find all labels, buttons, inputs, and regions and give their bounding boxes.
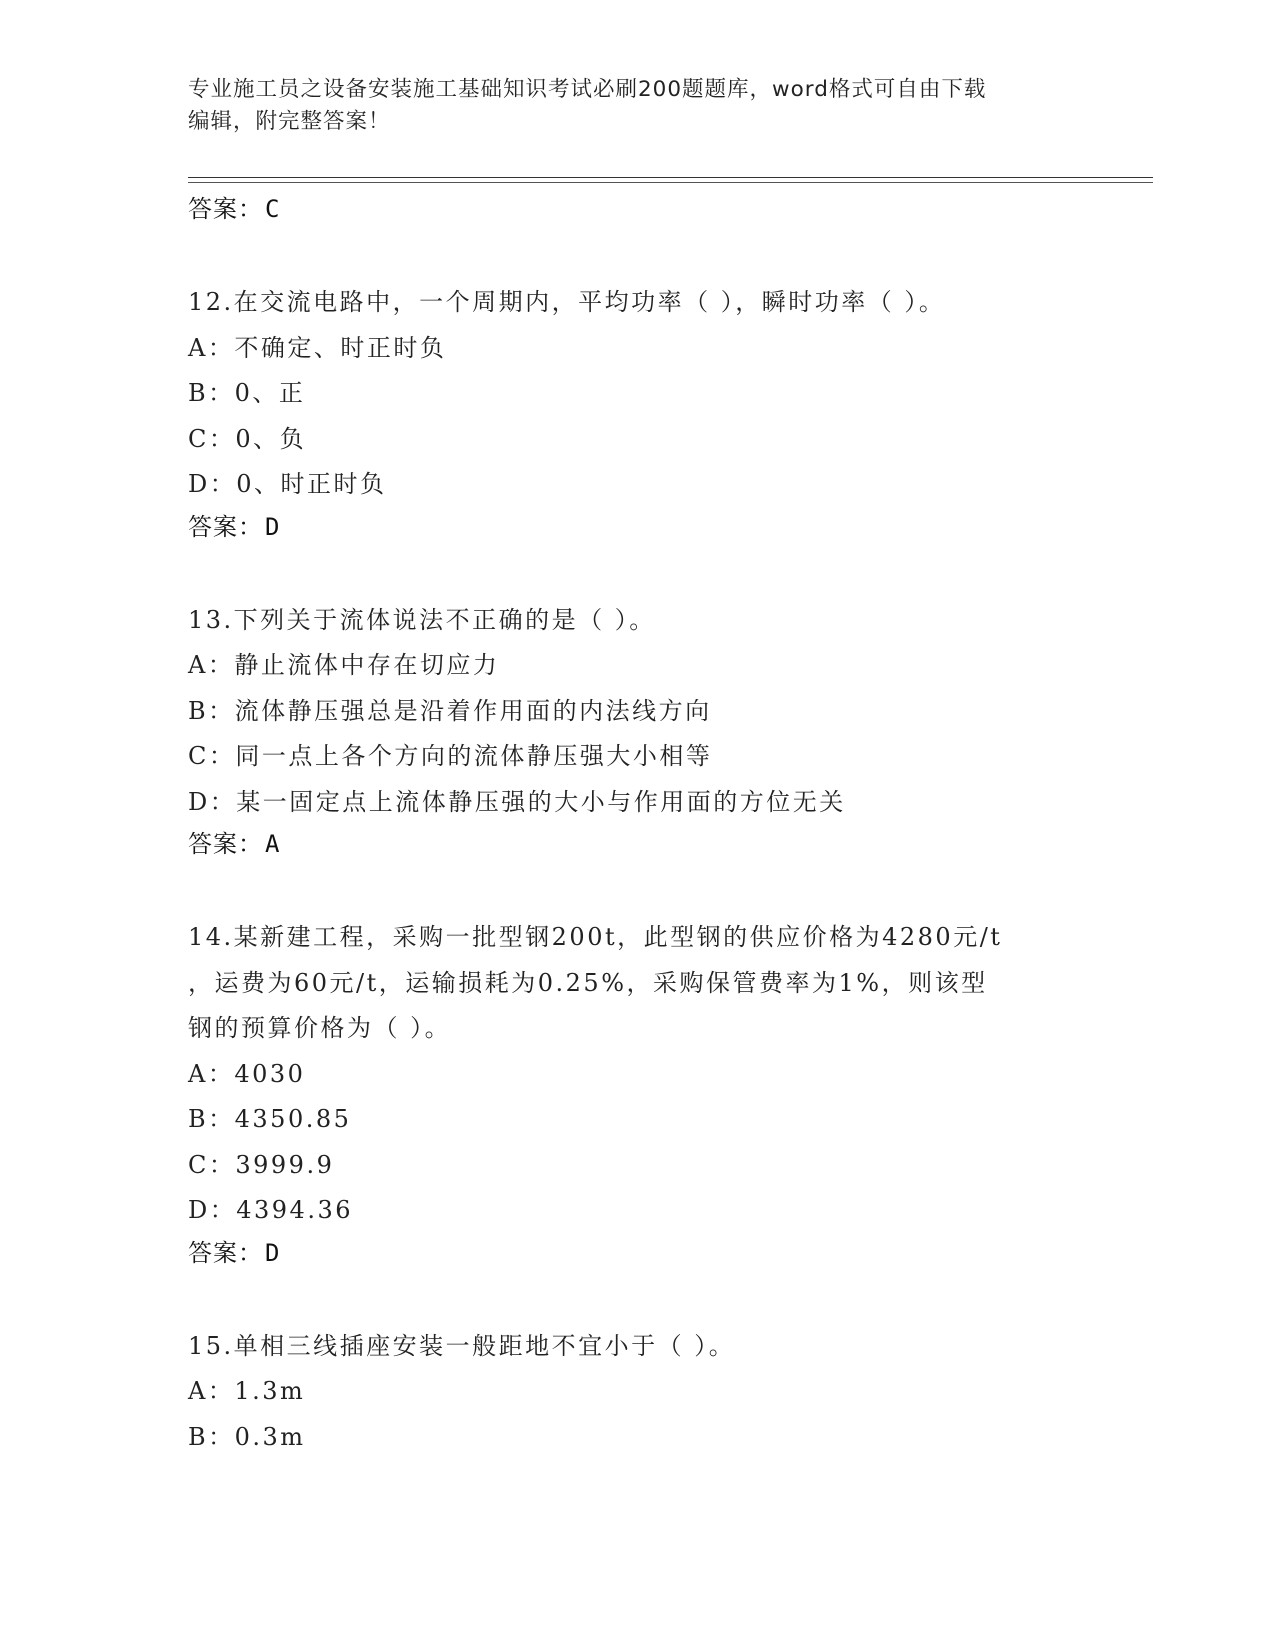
option-d: D：某一固定点上流体静压强的大小与作用面的方位无关	[188, 787, 846, 816]
question-stem-line-3: 钢的预算价格为（ ）。	[188, 1014, 452, 1042]
option-d: D：4394.36	[188, 1196, 353, 1224]
question-stem-line-2: ，运费为60元/t，运输损耗为0.25%，采购保管费率为1%，则该型	[188, 968, 988, 997]
question-12	[188, 280, 1148, 554]
option-c: C：0、负	[188, 424, 307, 453]
answer-label: 答案：	[188, 1238, 263, 1267]
answer-value: A	[265, 830, 281, 858]
answer-value: D	[265, 1238, 281, 1267]
option-d: D：0、时正时负	[188, 470, 387, 498]
option-a: A：不确定、时正时负	[188, 333, 447, 362]
option-b: B：4350.85	[188, 1105, 352, 1133]
spacer	[188, 1280, 1148, 1324]
answer-value: C	[265, 195, 281, 223]
option-b: B：流体静压强总是沿着作用面的内法线方向	[188, 696, 712, 725]
previous-answer	[188, 190, 1148, 236]
question-stem: 15.单相三线插座安装一般距地不宜小于（ ）。	[188, 1331, 736, 1360]
question-stem: 13.下列关于流体说法不正确的是（ ）。	[188, 605, 656, 634]
header-divider-thick	[188, 177, 1153, 178]
question-13	[188, 598, 1148, 872]
question-answer	[188, 825, 1148, 871]
question-answer	[188, 1234, 1148, 1280]
question-list	[188, 190, 1148, 1460]
question-15	[188, 1324, 1148, 1461]
answer-label: 答案：	[188, 195, 263, 223]
question-stem-line-1: 14.某新建工程，采购一批型钢200t，此型钢的供应价格为4280元/t	[188, 923, 1003, 951]
header-line-2: 编辑，附完整答案！	[188, 109, 391, 134]
question-stem: 12.在交流电路中，一个周期内，平均功率（ ），瞬时功率（ ）。	[188, 288, 946, 316]
question-14	[188, 915, 1148, 1280]
document-header	[188, 74, 1068, 138]
answer-label: 答案：	[188, 830, 263, 858]
option-a: A：1.3m	[188, 1377, 306, 1405]
option-a: A：静止流体中存在切应力	[188, 651, 500, 679]
option-b: B：0、正	[188, 379, 306, 407]
spacer	[188, 554, 1148, 598]
option-b: B：0.3m	[188, 1422, 306, 1451]
header-divider-thin	[188, 182, 1153, 183]
option-a: A：4030	[188, 1059, 306, 1088]
question-answer	[188, 508, 1148, 554]
answer-value: D	[265, 512, 281, 541]
answer-label: 答案：	[188, 512, 263, 541]
option-c: C：同一点上各个方向的流体静压强大小相等	[188, 742, 713, 770]
spacer	[188, 871, 1148, 915]
option-c: C：3999.9	[188, 1150, 335, 1179]
spacer	[188, 236, 1148, 280]
header-line-1: 专业施工员之设备安装施工基础知识考试必刷200题题库，word格式可自由下载	[188, 77, 987, 102]
